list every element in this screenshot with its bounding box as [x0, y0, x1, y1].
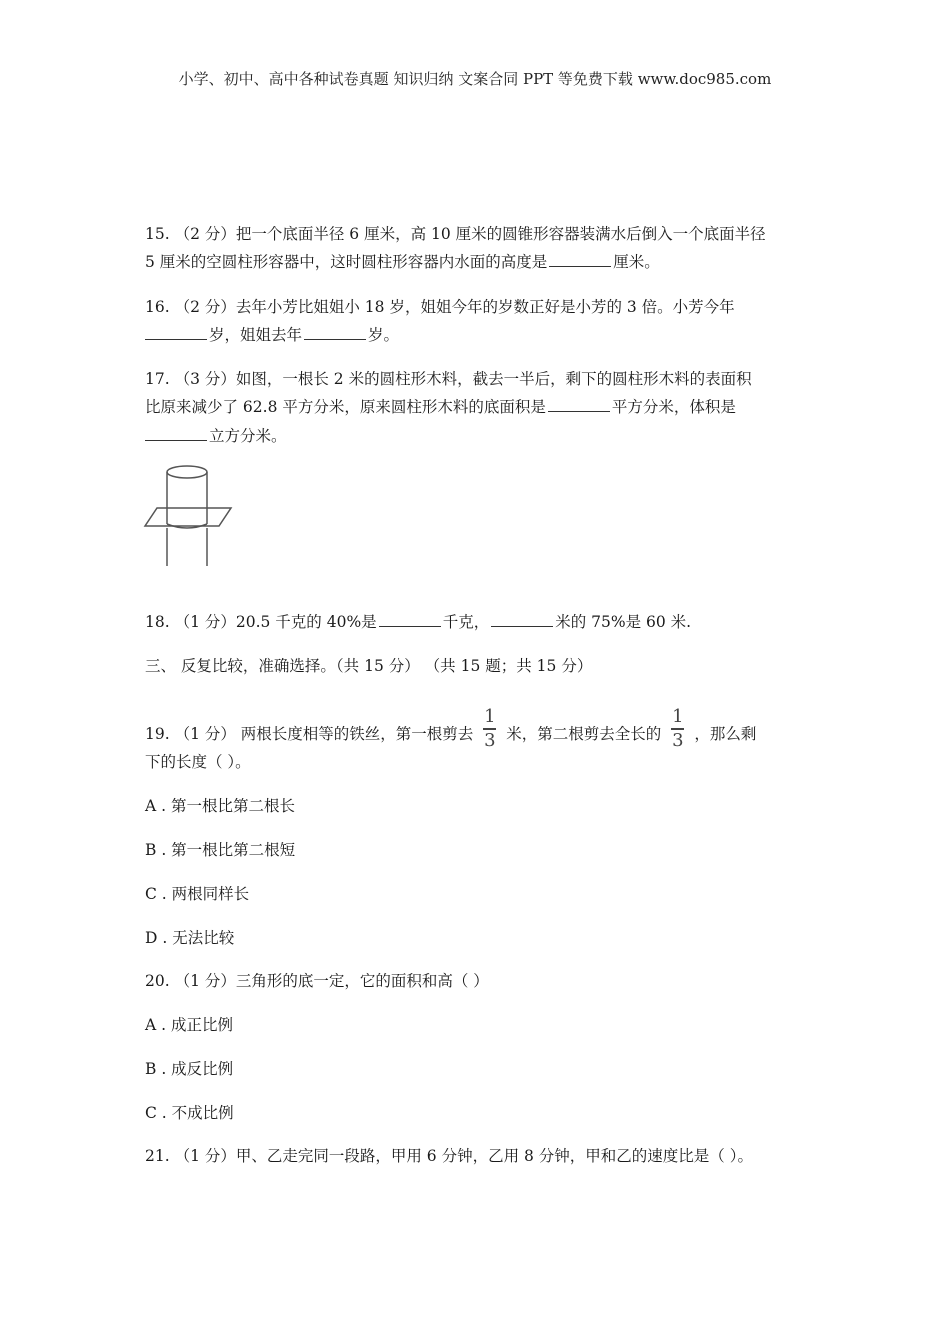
q15-line2 — [145, 250, 660, 272]
q18-line — [145, 610, 691, 632]
fraction-one-third-2 — [671, 708, 684, 750]
q18-text-c: 米的 75%是 60 米. — [555, 613, 692, 631]
q15-answer-blank[interactable] — [549, 252, 611, 267]
q15-line1: 15. （2 分）把一个底面半径 6 厘米，高 10 厘米的圆锥形容器装满水后倒入一个底面半径 — [145, 225, 766, 243]
fraction-denominator: 3 — [484, 729, 496, 751]
q20-option-a[interactable]: A . 成正比例 — [145, 1016, 233, 1034]
fraction-numerator: 1 — [672, 706, 684, 727]
q19-text-a: 19. （1 分） 两根长度相等的铁丝，第一根剪去 — [145, 724, 474, 743]
q19-option-c[interactable]: C . 两根同样长 — [145, 885, 250, 903]
q19-option-a[interactable]: A . 第一根比第二根长 — [145, 797, 295, 815]
fraction-one-third-1 — [483, 708, 496, 750]
cylinder-figure — [143, 462, 238, 570]
q16-answer-blank-1[interactable] — [145, 325, 207, 340]
q19-line2: 下的长度（ ）。 — [145, 753, 251, 771]
q16-line2 — [145, 323, 399, 345]
section-3-title: 三、 反复比较，准确选择。（共 15 分） （共 15 题；共 15 分） — [145, 657, 593, 675]
q20-stem: 20. （1 分）三角形的底一定，它的面积和高（ ） — [145, 972, 489, 990]
q17-answer-blank-2[interactable] — [145, 426, 207, 441]
q17-line2 — [145, 395, 736, 417]
cylinder-top-ellipse — [167, 466, 207, 478]
q17-line3 — [145, 424, 287, 446]
q15-text-a: 5 厘米的空圆柱形容器中，这时圆柱形容器内水面的高度是 — [145, 253, 548, 271]
q19-text-b: 米，第二根剪去全长的 — [506, 724, 662, 743]
q18-text-a: 18. （1 分）20.5 千克的 40%是 — [145, 613, 377, 631]
q18-answer-blank-2[interactable] — [491, 612, 553, 627]
q17-text-a: 比原来减少了 62.8 平方分米，原来圆柱形木料的底面积是 — [145, 398, 546, 416]
cutting-plane — [145, 508, 231, 526]
q17-line1: 17. （3 分）如图，一根长 2 米的圆柱形木料，截去一半后，剩下的圆柱形木料的表面积 — [145, 370, 752, 388]
fraction-numerator: 1 — [484, 706, 496, 727]
q18-text-b: 千克， — [442, 613, 490, 631]
q16-line1: 16. （2 分）去年小芳比姐姐小 18 岁，姐姐今年的岁数正好是小芳的 3 倍。小芳今年 — [145, 298, 735, 316]
q21-stem: 21. （1 分）甲、乙走完同一段路，甲用 6 分钟，乙用 8 分钟，甲和乙的速度比是（ ）。 — [145, 1147, 753, 1165]
q19-option-b[interactable]: B . 第一根比第二根短 — [145, 841, 296, 859]
q16-answer-blank-2[interactable] — [304, 325, 366, 340]
q17-answer-blank-1[interactable] — [548, 397, 610, 412]
q20-option-c[interactable]: C . 不成比例 — [145, 1104, 234, 1122]
page-header: 小学、初中、高中各种试卷真题 知识归纳 文案合同 PPT 等免费下载 www.doc985.com — [178, 70, 772, 88]
q19-text-c: ，那么剩 — [694, 724, 757, 743]
q15-text-b: 厘米。 — [613, 253, 660, 271]
q20-option-b[interactable]: B . 成反比例 — [145, 1060, 234, 1078]
q18-answer-blank-1[interactable] — [379, 612, 441, 627]
q16-text-b: 岁。 — [368, 326, 400, 344]
fraction-denominator: 3 — [672, 729, 684, 751]
q17-text-b: 平方分米，体积是 — [611, 398, 736, 416]
q16-text-a: 岁，姐姐去年 — [209, 326, 303, 344]
q19-option-d[interactable]: D . 无法比较 — [145, 929, 235, 947]
q17-text-c: 立方分米。 — [209, 427, 287, 445]
